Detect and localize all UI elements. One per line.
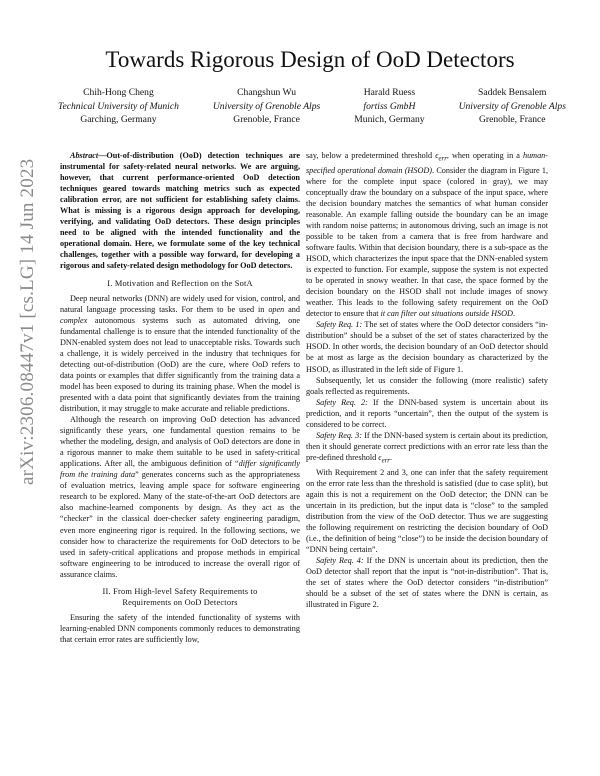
- text-span: say, below a predetermined threshold: [306, 151, 436, 160]
- requirement-text: If the DNN-based system is uncertain about its prediction, and it reports “uncertain”, then the output of the system is considered to be correct.: [306, 397, 548, 429]
- paragraph: [60, 293, 300, 415]
- author-block: [58, 86, 179, 127]
- author-name: Changshun Wu: [237, 87, 296, 98]
- author-location: Munich, Germany: [354, 114, 425, 125]
- emphasis-text: complex: [60, 315, 88, 325]
- math-subscript: err: [381, 457, 390, 465]
- author-affiliation: University of Grenoble Alps: [458, 100, 566, 112]
- author-name: Chih-Hong Cheng: [83, 87, 154, 98]
- abstract-text: —Out-of-distribution (OoD) detection techniques are instrumental for safety-related neural networks. We are arguing, however, that current performance-oriented OoD detection techniques geared towards matching metrics such as expected calibration error, are not sufficient for establishing safety claims. What is missing is a rigorous design approach for developing, verifying, and validating OoD detectors. These design principles need to be aligned with the intended functionality and the operational domain. Here, we formulate some of the key technical challenges, together with a possible way forward, for developing a rigorous and safety-related design methodology for OoD detectors.: [60, 151, 300, 271]
- author-block: [354, 86, 424, 127]
- text-span: Deep neural networks (DNN) are widely used for vision, control, and natural language processing tasks. For them to be used in: [60, 293, 300, 314]
- text-span: and: [284, 304, 300, 314]
- author-location: Grenoble, France: [478, 114, 546, 125]
- math-symbol: ϵ: [435, 151, 439, 160]
- emphasis-text: differ significantly from the training data: [60, 459, 300, 480]
- text-span: . Consider the diagram in Figure 1, where for the complete input space (colored in gray), we may conceptually draw the boundary on a subspace of the input space, where the decision boundary matches the semantics of what human consider reasonable. An example falling outside the boundary can be an image with random noise patterns; in autonomous driving, such an image is not possible to be taken from a camera that is free from hardware and software faults. Within that decision boundary, there is a sub-space as the HSOD, which characterizes the input space that the DNN-enabled system is expected to function. For example, suppose the system is not expected to be operated in snowy weather. In that case, the space formed by the decision boundary on the HSOD shall not include images of snowy weather. This leads to the following safety requirement on the OoD detector to ensure that: [306, 165, 549, 319]
- abstract-label: Abstract: [70, 151, 99, 160]
- section-heading: I. Motivation and Reflection on the SotA: [107, 278, 253, 288]
- author-affiliation: University of Grenoble Alps: [212, 100, 321, 112]
- paragraph: Ensuring the safety of the intended functionality of systems with learning-enabled DNN components commonly reduces to demonstrating that certain error rates are sufficiently low,: [60, 612, 300, 644]
- emphasis-text: open: [268, 304, 285, 314]
- text-span: ” generates concerns such as the appropriateness of evaluation metrics, leaving ample space for software engineering research to be explored. Many of the state-of-the-art OoD detectors are also machine-learned components by design. As they act as the “checker” in the classical doer-checker safety engineering paradigm, even more engineering rigor is required. In the following sections, we consider how to characterize the requirements for OoD detectors to be used in safety-critical applications and propose methods in empirical software engineering to be introduced to increase the overall rigor of assurance claims.: [60, 470, 300, 579]
- emphasis-text: it can filter out situations outside HSOD: [380, 309, 513, 319]
- requirement-label: Safety Req. 2:: [316, 397, 368, 407]
- emphasis-text: human-specified operational domain (HSOD): [306, 151, 548, 175]
- safety-requirement: [306, 319, 548, 374]
- author-location: Grenoble, France: [233, 114, 300, 125]
- requirement-text: If the DNN is uncertain about its prediction, then the OoD detector shall report that the input is “not-in-distribution”. That is, the set of states where the OoD detector considers “in-distribution” should be a subset of the set of states where the DNN is certain, as illustrated in Figure 2.: [306, 555, 548, 610]
- text-span: , when operating in a: [446, 151, 523, 160]
- paper-title: Towards Rigorous Design of OoD Detectors: [105, 47, 515, 72]
- safety-requirement: [306, 397, 548, 430]
- author-location: Garching, Germany: [80, 114, 157, 125]
- author-block: [459, 86, 566, 127]
- paragraph: Subsequently, let us consider the following (more realistic) safety goals reflected as requirements.: [306, 375, 548, 396]
- section-heading-line: Requirements on OoD Detectors: [122, 597, 238, 607]
- left-column: [60, 150, 300, 645]
- arxiv-side-stamp: arXiv:2306.08447v1 [cs.LG] 14 Jun 2023: [17, 158, 38, 485]
- paragraph: [60, 414, 300, 580]
- requirement-text: If the DNN-based system is certain about its prediction, then it should generate correct predictions with an error rate less than the pre-defined threshold: [306, 430, 548, 462]
- author-name: Harald Ruess: [363, 87, 416, 98]
- paragraph: With Requirement 2 and 3, one can infer that the safety requirement on the error rate less than the threshold is satisfied (due to case split), but again this is not a requirement on the OoD detector; the DNN can be uncertain in its prediction, but the input data is “close” to the sampled distribution from the view of the OoD detector. Thus we are suggesting the following requirement on restricting the decision boundary of OoD (i.e., the definition of being “close”) to be inside the decision boundary of “DNN being certain”.: [306, 467, 548, 554]
- text-span: autonomous systems such as automated driving, one fundamental challenge is to ensure that the intended functionality of the DNN-enabled system does not lead to unacceptable risks. Towards such a challenge, it is widely perceived in the industry that techniques for detecting out-of-distribution (OoD) are the cure, where OoD refers to data points or examples that differ significantly from the training data a model has been exposed to during its training phase. When the model is presented with a data point that significantly deviates from the training distribution, it may struggle to make accurate and reliable predictions.: [60, 315, 300, 413]
- abstract: [60, 150, 300, 272]
- text-span: .: [512, 309, 515, 319]
- requirement-label: Safety Req. 1:: [316, 320, 363, 330]
- requirement-label: Safety Req. 4:: [316, 555, 364, 565]
- author-list: [58, 86, 566, 127]
- requirement-text: The set of states where the OoD detector considers “in-distribution” should be a subset of the set of states characterized by the HSOD. In other words, the decision boundary of an OoD detector should be at most as large as the decision boundary as characterized by the HSOD, as illustrated in the left side of Figure 1.: [306, 320, 548, 374]
- safety-requirement: [306, 555, 548, 610]
- text-span: Although the research on improving OoD detection has advanced significantly these years, one fundamental question remains to be whether the modeling, design, and analysis of OoD detectors are done in a rigorous manner to make them suitable to be used in safety-critical applications. After all, the ambiguous definition of “: [60, 415, 300, 469]
- author-block: [213, 86, 320, 127]
- requirement-label: Safety Req. 3:: [316, 430, 362, 440]
- math-subscript: err: [438, 155, 447, 163]
- section-heading-line: II. From High-level Safety Requirements to: [102, 586, 258, 596]
- author-affiliation: Technical University of Munich: [58, 100, 179, 112]
- author-name: Saddek Bensalem: [478, 87, 547, 98]
- text-span: .: [389, 452, 393, 462]
- paragraph: [306, 150, 548, 319]
- math-symbol: ϵ: [378, 452, 382, 462]
- safety-requirement: [306, 430, 548, 467]
- right-column: [306, 150, 548, 610]
- section-heading: [60, 586, 300, 608]
- author-affiliation: fortiss GmbH: [363, 100, 416, 112]
